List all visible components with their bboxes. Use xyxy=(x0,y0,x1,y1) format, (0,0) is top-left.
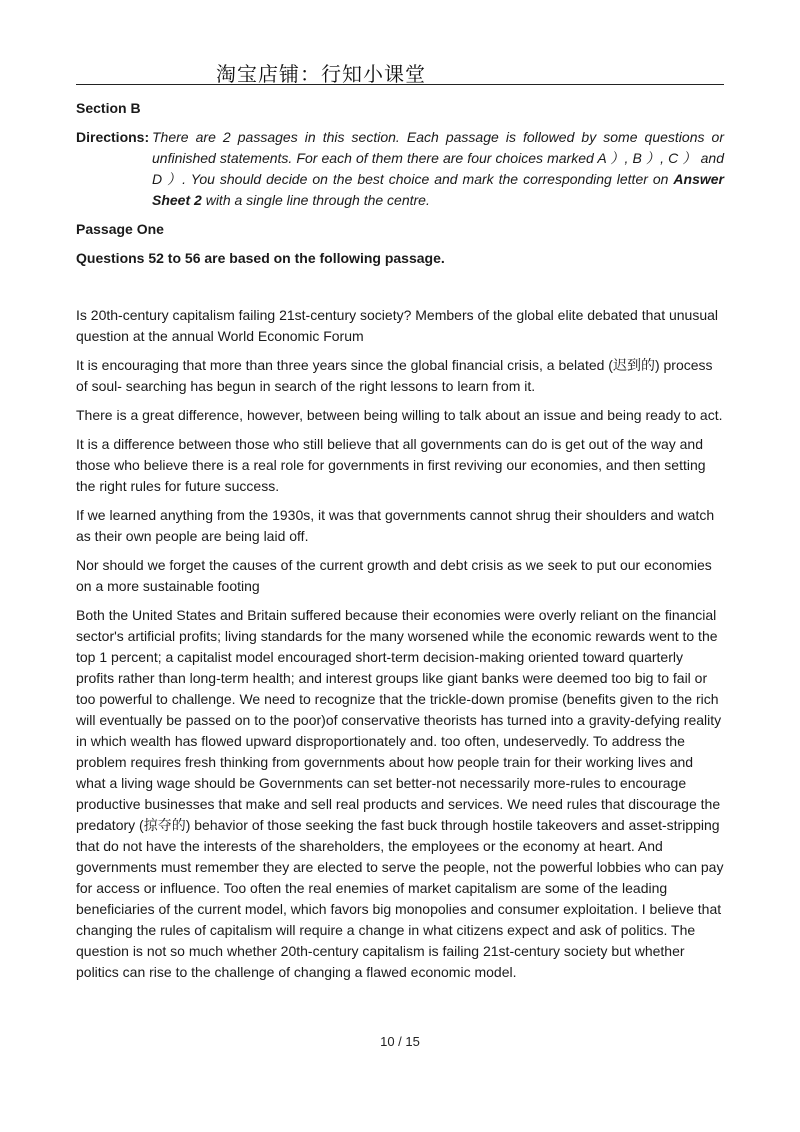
directions-text xyxy=(152,127,724,211)
passage-body xyxy=(76,305,724,983)
section-heading: Section B xyxy=(76,100,141,116)
directions-block xyxy=(76,127,724,211)
page-number: 10 / 15 xyxy=(380,1034,420,1049)
directions-text-part-1: There are 2 passages in this section. Each passage is followed by some questions or unfinished statements. For each of them there are four choices marked A ）, B ）, C ） and D ）. You should decide on the best choice and mark the corresponding letter on xyxy=(152,129,724,187)
passage-label: Passage One xyxy=(76,221,164,237)
passage-paragraph-6: Nor should we forget the causes of the current growth and debt crisis as we seek to put our economies on a more sustainable footing xyxy=(76,557,712,594)
passage-paragraph-5: If we learned anything from the 1930s, it was that governments cannot shrug their shoulders and watch as their own people are being laid off. xyxy=(76,507,715,544)
directions-text-part-2: with a single line through the centre. xyxy=(201,192,430,208)
page-content xyxy=(76,98,724,983)
passage-paragraph-3: There is a great difference, however, between being willing to talk about an issue and being ready to act. xyxy=(76,407,723,423)
answer-sheet-reference: Answer Sheet 2 xyxy=(152,171,724,208)
directions-label: Directions: xyxy=(76,129,150,145)
passage-paragraph-1: Is 20th-century capitalism failing 21st-century society? Members of the global elite debated that unusual question at the annual World Economic Forum xyxy=(76,307,719,344)
passage-paragraph-7: Both the United States and Britain suffered because their economies were overly reliant on the financial sector's artificial profits; living standards for the many worsened while the economic rewards went to the top 1 percent; a capitalist model encouraged short-term decision-making oriented toward quarterly profits rather than long-term health; and interest groups like giant banks were deemed too big to fail or too powerful to challenge. We need to recognize that the trickle-down promise (benefits given to the rich will eventually be passed on to the poor)of conservative theorists has turned into a gravity-defying reality in which wealth has flowed upward disproportionately and. too often, undeservedly. To address the problem requires fresh thinking from governments about how people train for their working lives and what a living wage should be Governments can set better-not necessarily more-rules to encourage productive businesses that make and sell real products and services. We need rules that discourage the predatory (掠夺的) behavior of those seeking the fast buck through hostile takeovers and asset-stripping that do not have the interests of the shareholders, the employees or the economy at heart. And governments must remember they are elected to serve the people, not the powerful lobbies who can pay for access or influence. Too often the real enemies of market capitalism are some of the leading beneficiaries of the current model, which favors big monopolies and consumer exploitation. I believe that changing the rules of capitalism will require a change in what citizens expect and ask of politics. The question is not so much whether 20th-century capitalism is failing 21st-century society but whether politics can rise to the challenge of changing a flawed economic model. xyxy=(76,607,724,980)
questions-label: Questions 52 to 56 are based on the following passage. xyxy=(76,250,445,266)
header-title: 淘宝店铺：行知小课堂 xyxy=(216,62,426,86)
passage-paragraph-4: It is a difference between those who still believe that all governments can do is get out of the way and those who believe there is a real role for governments in first reviving our economies, and then setting the right rules for future success. xyxy=(76,436,706,494)
passage-paragraph-2: It is encouraging that more than three years since the global financial crisis, a belated (迟到的) process of soul- searching has begun in search of the right lessons to learn from it. xyxy=(76,357,713,394)
header-divider xyxy=(76,84,724,85)
